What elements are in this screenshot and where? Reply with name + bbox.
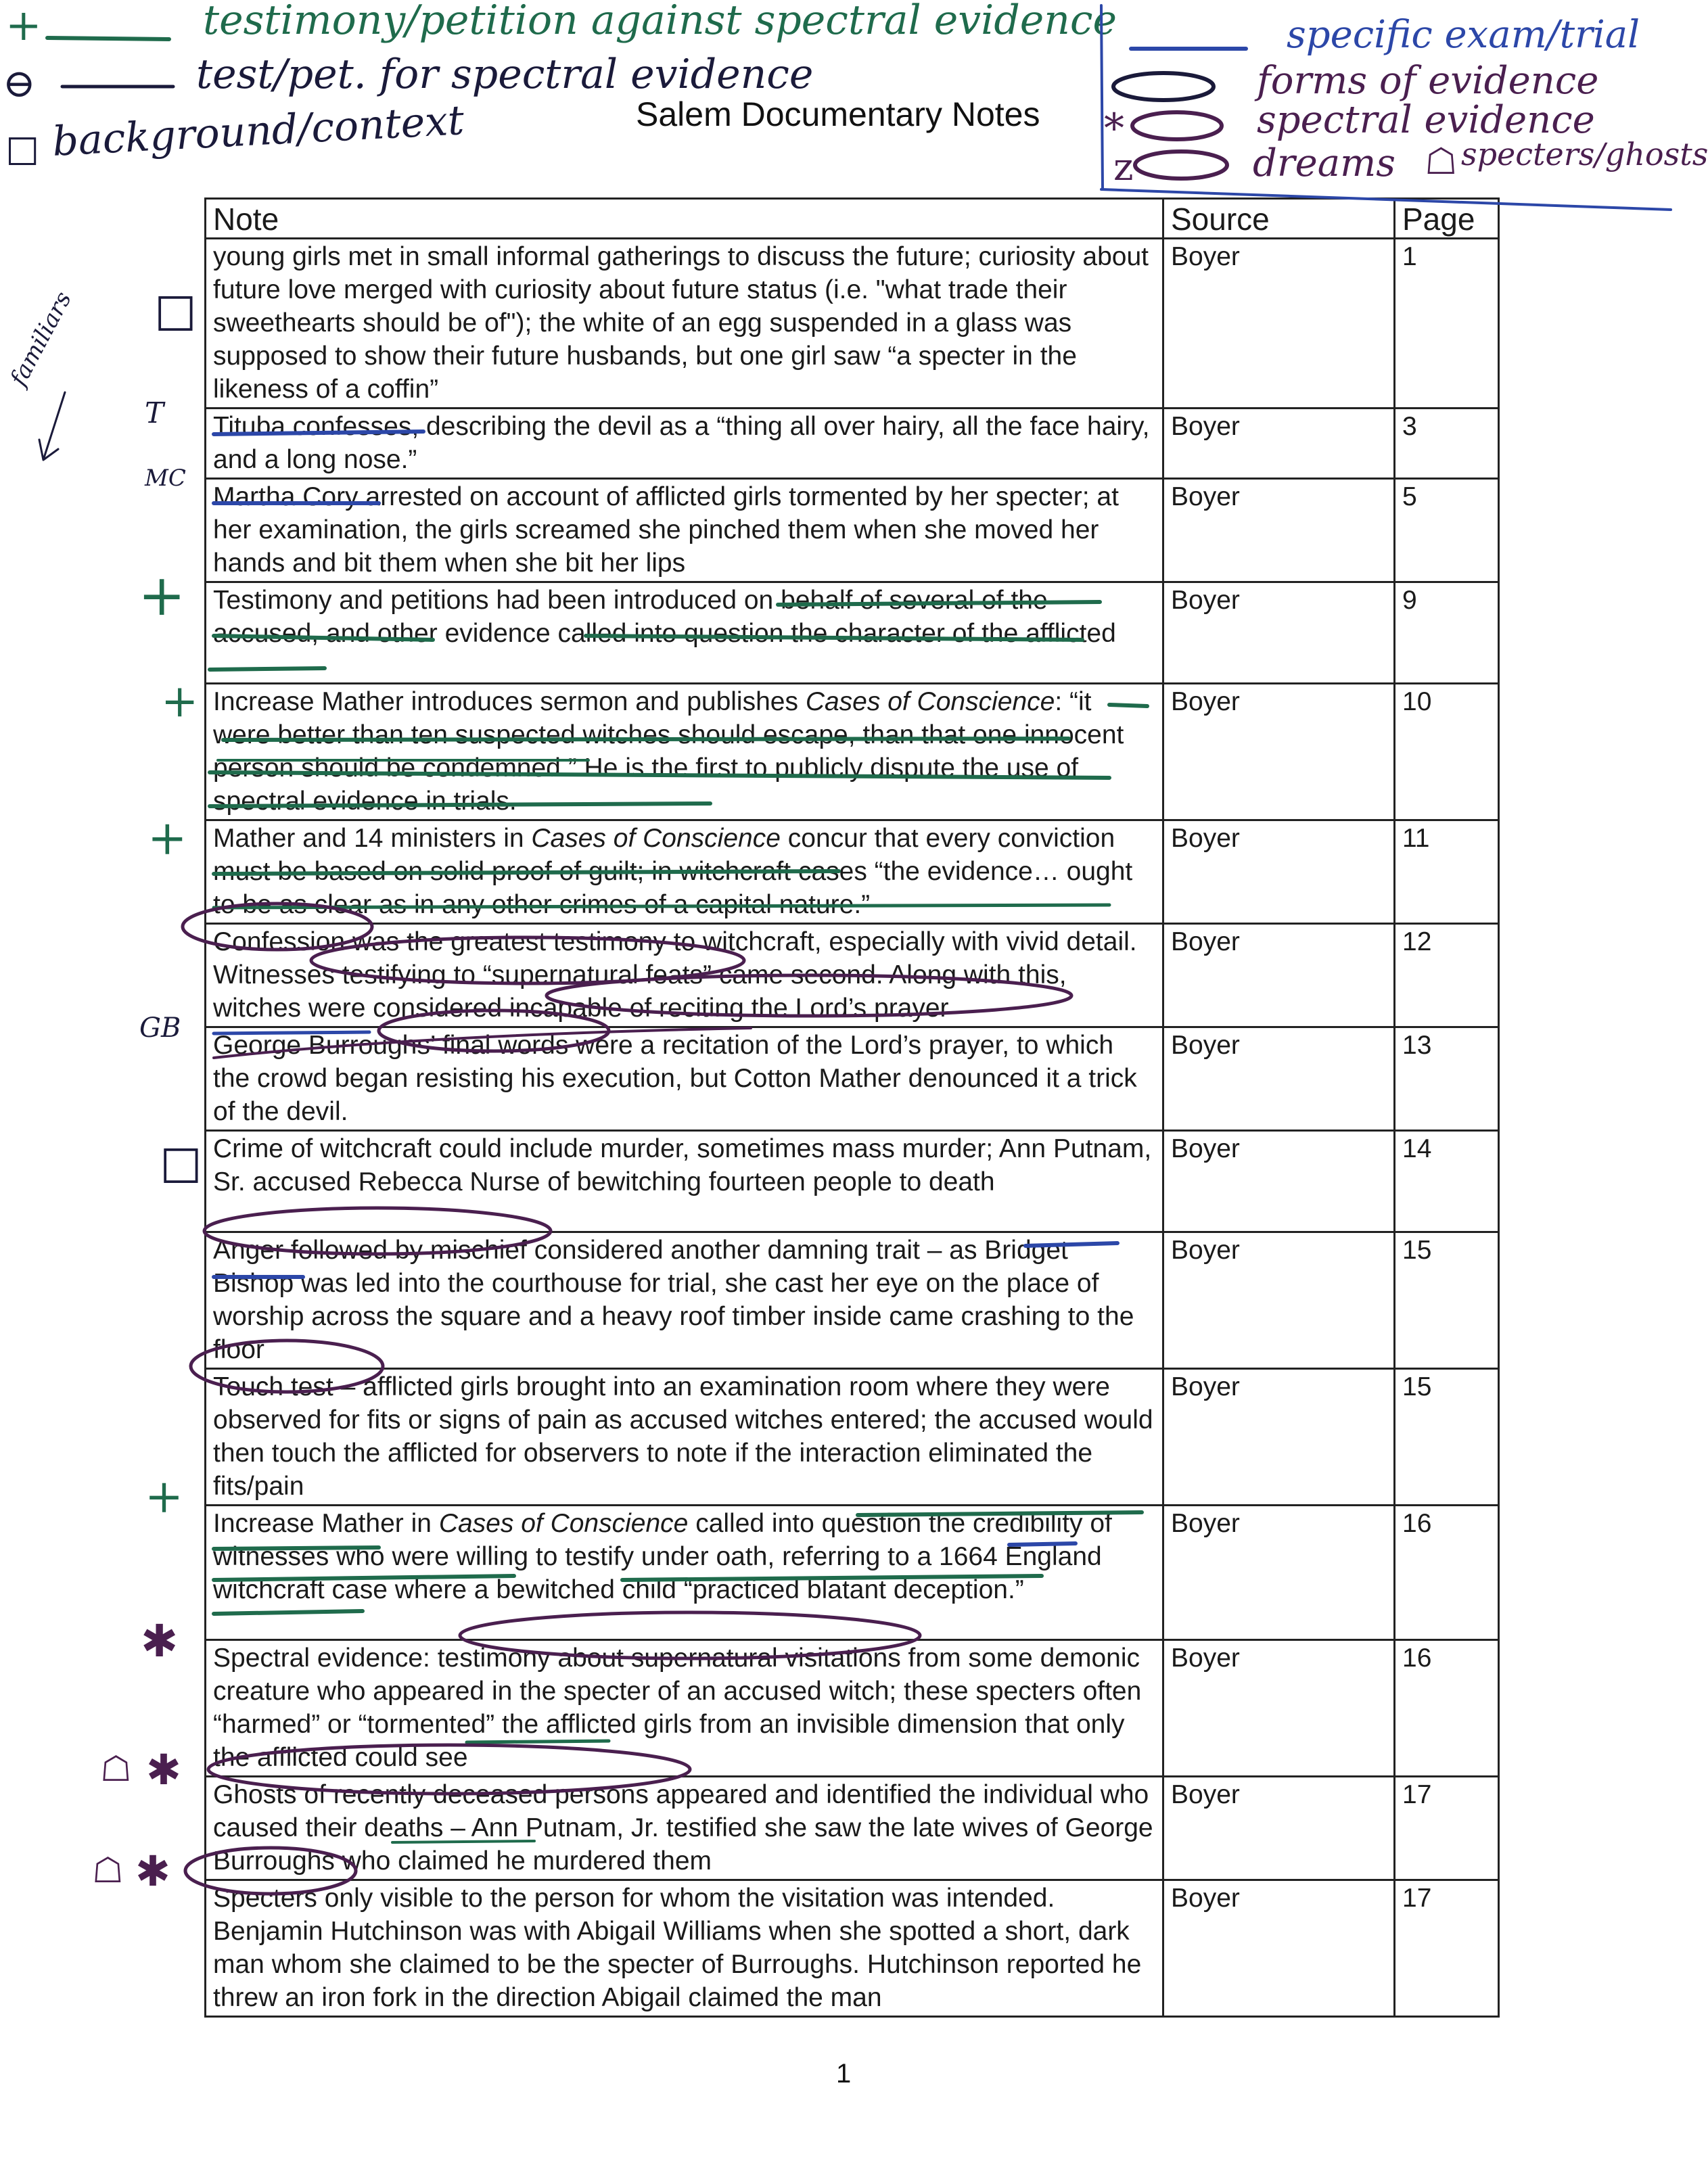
margin-ghost-icon: ☖ xyxy=(100,1749,132,1790)
note-cell: Anger followed by mischief considered another damning trait – as Bridget Bishop was led into the courthouse for trial, she cast her eye on the place of worship across the square and a heavy roof timber inside came crashing to the floor xyxy=(206,1232,1163,1369)
notes-table xyxy=(204,197,1500,2018)
note-cell xyxy=(206,820,1163,924)
page-cell: 10 xyxy=(1395,684,1499,820)
table-row xyxy=(206,409,1499,479)
note-cell: Testimony and petitions had been introduced on behalf of several of the accused, and other evidence called into question the character of the afflicted xyxy=(206,582,1163,684)
note-text: : “it were better than ten suspected witches should escape, than that one innocent person should be condemned.” He is the first to publicly dispute the use of spectral evidence in trials. xyxy=(213,687,1124,816)
margin-star-mark: ✱ xyxy=(135,1846,170,1896)
page-cell: 3 xyxy=(1395,409,1499,479)
legend-star-symbol: * xyxy=(1104,105,1124,152)
table-row xyxy=(206,924,1499,1027)
note-cell: Confession was the greatest testimony to witchcraft, especially with vivid detail. Witnesses testifying to “supernatural feats” came second. Along with this, witches were considered incapable of reciting the Lord’s prayer xyxy=(206,924,1163,1027)
legend-box-text: background/context xyxy=(51,97,465,166)
legend-specters-text: specters/ghosts xyxy=(1461,136,1708,172)
header-source: Source xyxy=(1163,199,1395,239)
margin-plus-mark: + xyxy=(138,562,186,628)
page-cell: 16 xyxy=(1395,1640,1499,1777)
page-cell: 9 xyxy=(1395,582,1499,684)
legend-specific-exam-text: specific exam/trial xyxy=(1287,13,1640,57)
note-text: concur that every conviction must be based on solid proof of guilt; in witchcraft cases “the evidence… ought to be as clear as in any other crimes of a capital nature.” xyxy=(213,824,1133,919)
page-cell: 14 xyxy=(1395,1131,1499,1232)
page-title: Salem Documentary Notes xyxy=(636,95,1040,133)
table-row xyxy=(206,1640,1499,1777)
margin-box-mark: ☐ xyxy=(160,1139,202,1194)
header-note: Note xyxy=(206,199,1163,239)
table-row xyxy=(206,1880,1499,2017)
note-cell: Spectral evidence: testimony about supernatural visitations from some demonic creature who appeared in the specter of an accused witch; these specters often “harmed” or “tormented” the afflicted girls from an invisible dimension that only the afflicted could see xyxy=(206,1640,1163,1777)
note-cell: Martha Cory arrested on account of afflicted girls tormented by her specter; at her examination, the girls screamed she pinched them when she moved her hands and bit them when she bit her lips xyxy=(206,479,1163,582)
note-cell: young girls met in small informal gatherings to discuss the future; curiosity about future love merged with curiosity about future status (i.e. "what trade their sweethearts should be of"); the white of an egg suspended in a glass was supposed to show their future husbands, but one girl saw “a specter in the likeness of a coffin” xyxy=(206,239,1163,409)
margin-star-mark: ✱ xyxy=(146,1745,181,1794)
margin-plus-mark: + xyxy=(161,675,199,727)
source-cell: Boyer xyxy=(1163,1232,1395,1369)
table-header-row xyxy=(206,199,1499,239)
margin-george-burroughs-mark: GB xyxy=(139,1012,181,1044)
legend-forms-of-evidence-text: forms of evidence xyxy=(1257,59,1599,103)
source-cell: Boyer xyxy=(1163,924,1395,1027)
note-cell: George Burroughs’ final words were a recitation of the Lord’s prayer, to which the crowd began resisting his execution, but Cotton Mather denounced it a trick of the devil. xyxy=(206,1027,1163,1131)
note-cell: Crime of witchcraft could include murder, sometimes mass murder; Ann Putnam, Sr. accused Rebecca Nurse of bewitching fourteen people to death xyxy=(206,1131,1163,1232)
table-row xyxy=(206,1232,1499,1369)
margin-martha-cory-mark: MC xyxy=(145,465,186,492)
source-cell: Boyer xyxy=(1163,1640,1395,1777)
table-row xyxy=(206,1369,1499,1506)
table-row xyxy=(206,582,1499,684)
legend-minus-symbol: ⊖ xyxy=(3,60,36,106)
note-cell xyxy=(206,684,1163,820)
table-row xyxy=(206,1506,1499,1640)
legend-oval-2 xyxy=(1132,112,1222,139)
source-cell: Boyer xyxy=(1163,1777,1395,1880)
source-cell: Boyer xyxy=(1163,820,1395,924)
margin-familiars-note: familiars xyxy=(5,287,77,391)
table-row xyxy=(206,1777,1499,1880)
legend-spectral-evidence-text: spectral evidence xyxy=(1257,98,1595,142)
note-text: Increase Mather introduces sermon and publishes xyxy=(213,687,806,716)
note-text: Increase Mather in xyxy=(213,1509,439,1538)
source-cell: Boyer xyxy=(1163,1880,1395,2017)
note-text: called into question the credibility of witnesses who were willing to testify under oath, referring to a 1664 England witchcraft case where a bewitched child “practiced blatant deception.” xyxy=(213,1509,1112,1604)
legend-plus-symbol: + xyxy=(5,1,42,51)
table-row xyxy=(206,239,1499,409)
legend-plus-text: testimony/petition against spectral evidence xyxy=(203,0,1117,44)
book-title: Cases of Conscience xyxy=(438,1509,689,1538)
margin-box-mark: ☐ xyxy=(154,287,197,342)
page-cell: 16 xyxy=(1395,1506,1499,1640)
book-title: Cases of Conscience xyxy=(805,687,1055,716)
legend-z-symbol: z xyxy=(1113,145,1134,189)
legend-box-symbol: ☐ xyxy=(5,131,40,174)
page-cell: 12 xyxy=(1395,924,1499,1027)
source-cell: Boyer xyxy=(1163,1027,1395,1131)
book-title: Cases of Conscience xyxy=(531,824,781,853)
source-cell: Boyer xyxy=(1163,479,1395,582)
table-row xyxy=(206,1027,1499,1131)
source-cell: Boyer xyxy=(1163,1131,1395,1232)
table-row xyxy=(206,684,1499,820)
page-cell: 15 xyxy=(1395,1232,1499,1369)
legend-oval-3 xyxy=(1135,152,1227,179)
margin-plus-mark: + xyxy=(145,1470,183,1524)
page-cell: 17 xyxy=(1395,1777,1499,1880)
table-row xyxy=(206,479,1499,582)
source-cell: Boyer xyxy=(1163,1506,1395,1640)
page-cell: 13 xyxy=(1395,1027,1499,1131)
familiars-arrow xyxy=(39,392,65,460)
note-cell: Tituba confesses, describing the devil as a “thing all over hairy, all the face hairy, and a long nose.” xyxy=(206,409,1163,479)
note-cell: Specters only visible to the person for whom the visitation was intended. Benjamin Hutchinson was with Abigail Williams when she spotted a short, dark man whom she claimed to be the specter of Burroughs. Hutchinson reported he threw an iron fork in the direction Abigail claimed the man xyxy=(206,1880,1163,2017)
source-cell: Boyer xyxy=(1163,1369,1395,1506)
page-cell: 11 xyxy=(1395,820,1499,924)
legend-oval-1 xyxy=(1113,73,1214,100)
margin-ghost-icon: ☖ xyxy=(92,1850,124,1891)
source-cell: Boyer xyxy=(1163,582,1395,684)
source-cell: Boyer xyxy=(1163,239,1395,409)
note-text: Mather and 14 ministers in xyxy=(213,824,532,853)
margin-tituba-mark: T xyxy=(145,396,164,429)
legend-minus-text: test/pet. for spectral evidence xyxy=(196,51,814,98)
legend-green-dash xyxy=(47,38,169,39)
table-row xyxy=(206,1131,1499,1232)
page-cell: 15 xyxy=(1395,1369,1499,1506)
legend-dreams-text: dreams xyxy=(1253,141,1395,185)
page-cell: 17 xyxy=(1395,1880,1499,2017)
source-cell: Boyer xyxy=(1163,409,1395,479)
page-cell: 1 xyxy=(1395,239,1499,409)
table-row xyxy=(206,820,1499,924)
legend-ghost-icon: ☖ xyxy=(1425,140,1458,183)
source-cell: Boyer xyxy=(1163,684,1395,820)
header-page: Page xyxy=(1395,199,1499,239)
note-cell: Ghosts of recently deceased persons appeared and identified the individual who caused their deaths – Ann Putnam, Jr. testified she saw the late wives of George Burroughs who claimed he murdered them xyxy=(206,1777,1163,1880)
note-cell: Touch test – afflicted girls brought into an examination room where they were observed for fits or signs of pain as accused witches entered; the accused would then touch the afflicted for observers to note if the interaction eliminated the fits/pain xyxy=(206,1369,1163,1506)
margin-plus-mark: + xyxy=(147,810,187,866)
page-number: 1 xyxy=(836,2059,852,2089)
margin-star-mark: ✱ xyxy=(141,1615,179,1667)
note-cell xyxy=(206,1506,1163,1640)
page-cell: 5 xyxy=(1395,479,1499,582)
